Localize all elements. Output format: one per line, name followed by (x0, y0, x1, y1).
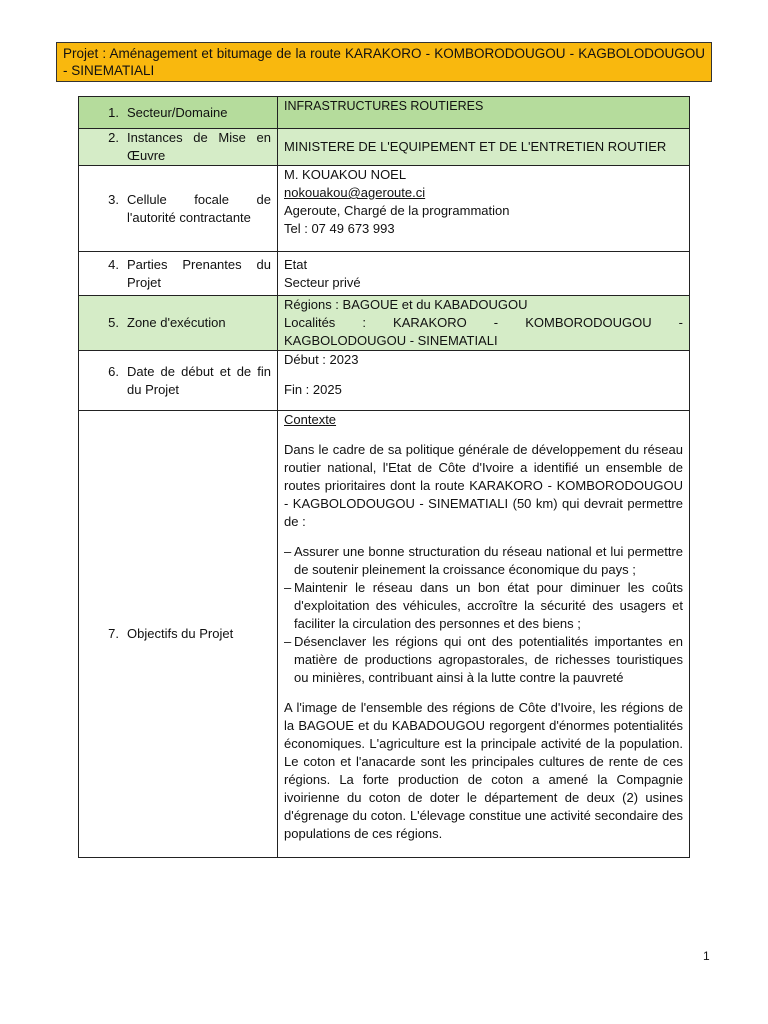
row-number: 5. (108, 315, 119, 330)
secteur-value: INFRASTRUCTURES ROUTIERES (284, 99, 484, 113)
project-info-table (78, 96, 690, 858)
label-cell (79, 252, 278, 296)
list-item: – Désenclaver les régions qui ont des potentialités importantes en matière de productions agropastorales, de richesses touristiques ou minières, contribuant ainsi à la lutte contre la pauvreté (284, 633, 683, 687)
row-number: 6. (108, 363, 119, 379)
value-cell (278, 166, 690, 252)
page-number: 1 (703, 949, 710, 963)
row-label: Secteur/Domaine (127, 104, 228, 120)
list-item: – Maintenir le réseau dans un bon état pour diminuer les coûts d'exploitation des véhicules, accroître la sécurité des usagers et faciliter la circulation des personnes et des biens ; (284, 579, 683, 633)
row-label: Cellule focale de l'autorité contractante (127, 191, 271, 225)
row-label: Instances de Mise en Œuvre (127, 130, 271, 163)
value-cell (278, 252, 690, 296)
contact-email-link[interactable]: nokouakou@ageroute.ci (284, 185, 426, 200)
row-number: 4. (108, 256, 119, 272)
partie-prive: Secteur privé (284, 274, 361, 290)
label-cell (79, 166, 278, 252)
project-title: Projet : Aménagement et bitumage de la route KARAKORO - KOMBORODOUGOU - KAGBOLODOUGOU - SINEMATIALI (56, 42, 712, 82)
instances-value: MINISTERE DE L'EQUIPEMENT ET DE L'ENTRETIEN ROUTIER (284, 139, 667, 154)
row-dates (79, 351, 690, 411)
date-debut: Début : 2023 (284, 352, 359, 367)
row-label: Parties Prenantes du Projet (127, 256, 271, 290)
objectives-list (284, 543, 683, 687)
label-cell (79, 296, 278, 351)
row-parties (79, 252, 690, 296)
contact-name: M. KOUAKOU NOEL (284, 167, 407, 182)
label-cell (79, 411, 278, 858)
row-zone (79, 296, 690, 351)
context-paragraph-1: Dans le cadre de sa politique générale de développement du réseau routier national, l'Etat de Côte d'Ivoire a identifié un ensemble de routes prioritaires dont la route KARAKORO - KOMBORODOUGOU - KAGBOLODOUGOU - SINEMATIALI (50 km) qui devrait permettre de : (284, 442, 683, 529)
zone-localites: Localités : KARAKORO - KOMBORODOUGOU - KAGBOLODOUGOU - SINEMATIALI (284, 315, 683, 348)
row-cellule (79, 166, 690, 252)
label-cell (79, 129, 278, 166)
row-secteur (79, 97, 690, 129)
label-cell (79, 351, 278, 411)
value-cell (278, 411, 690, 858)
row-number: 3. (108, 191, 119, 207)
value-cell (278, 351, 690, 411)
row-label: Zone d'exécution (127, 315, 226, 330)
context-paragraph-2: A l'image de l'ensemble des régions de Côte d'Ivoire, les régions de la BAGOUE et du KABADOUGOU regorgent d'énormes potentialités économiques. L'agriculture est la principale activité de la population. Le coton et l'anacarde sont les principales cultures de rente de ces régions. La forte production de coton a amené la Compagnie ivoirienne du coton de doter le département de deux (2) usines d'égrenage du coton. L'élevage constitue une activité secondaire des populations de ces régions. (284, 700, 683, 841)
contact-phone: Tel : 07 49 673 993 (284, 221, 395, 236)
row-label: Date de début et de fin du Projet (127, 363, 271, 397)
context-heading: Contexte (284, 412, 337, 427)
row-label: Objectifs du Projet (127, 626, 234, 641)
partie-etat: Etat (284, 256, 308, 272)
row-number: 1. (108, 104, 119, 120)
date-fin: Fin : 2025 (284, 382, 342, 397)
row-number: 7. (108, 626, 119, 641)
value-cell (278, 129, 690, 166)
label-cell (79, 97, 278, 129)
row-instances (79, 129, 690, 166)
list-item: – Assurer une bonne structuration du réseau national et lui permettre de soutenir pleinement la croissance économique du pays ; (284, 543, 683, 579)
row-number: 2. (108, 130, 119, 145)
row-objectifs (79, 411, 690, 858)
zone-regions: Régions : BAGOUE et du KABADOUGOU (284, 297, 528, 312)
contact-role: Ageroute, Chargé de la programmation (284, 203, 510, 218)
value-cell (278, 296, 690, 351)
value-cell (278, 97, 690, 129)
